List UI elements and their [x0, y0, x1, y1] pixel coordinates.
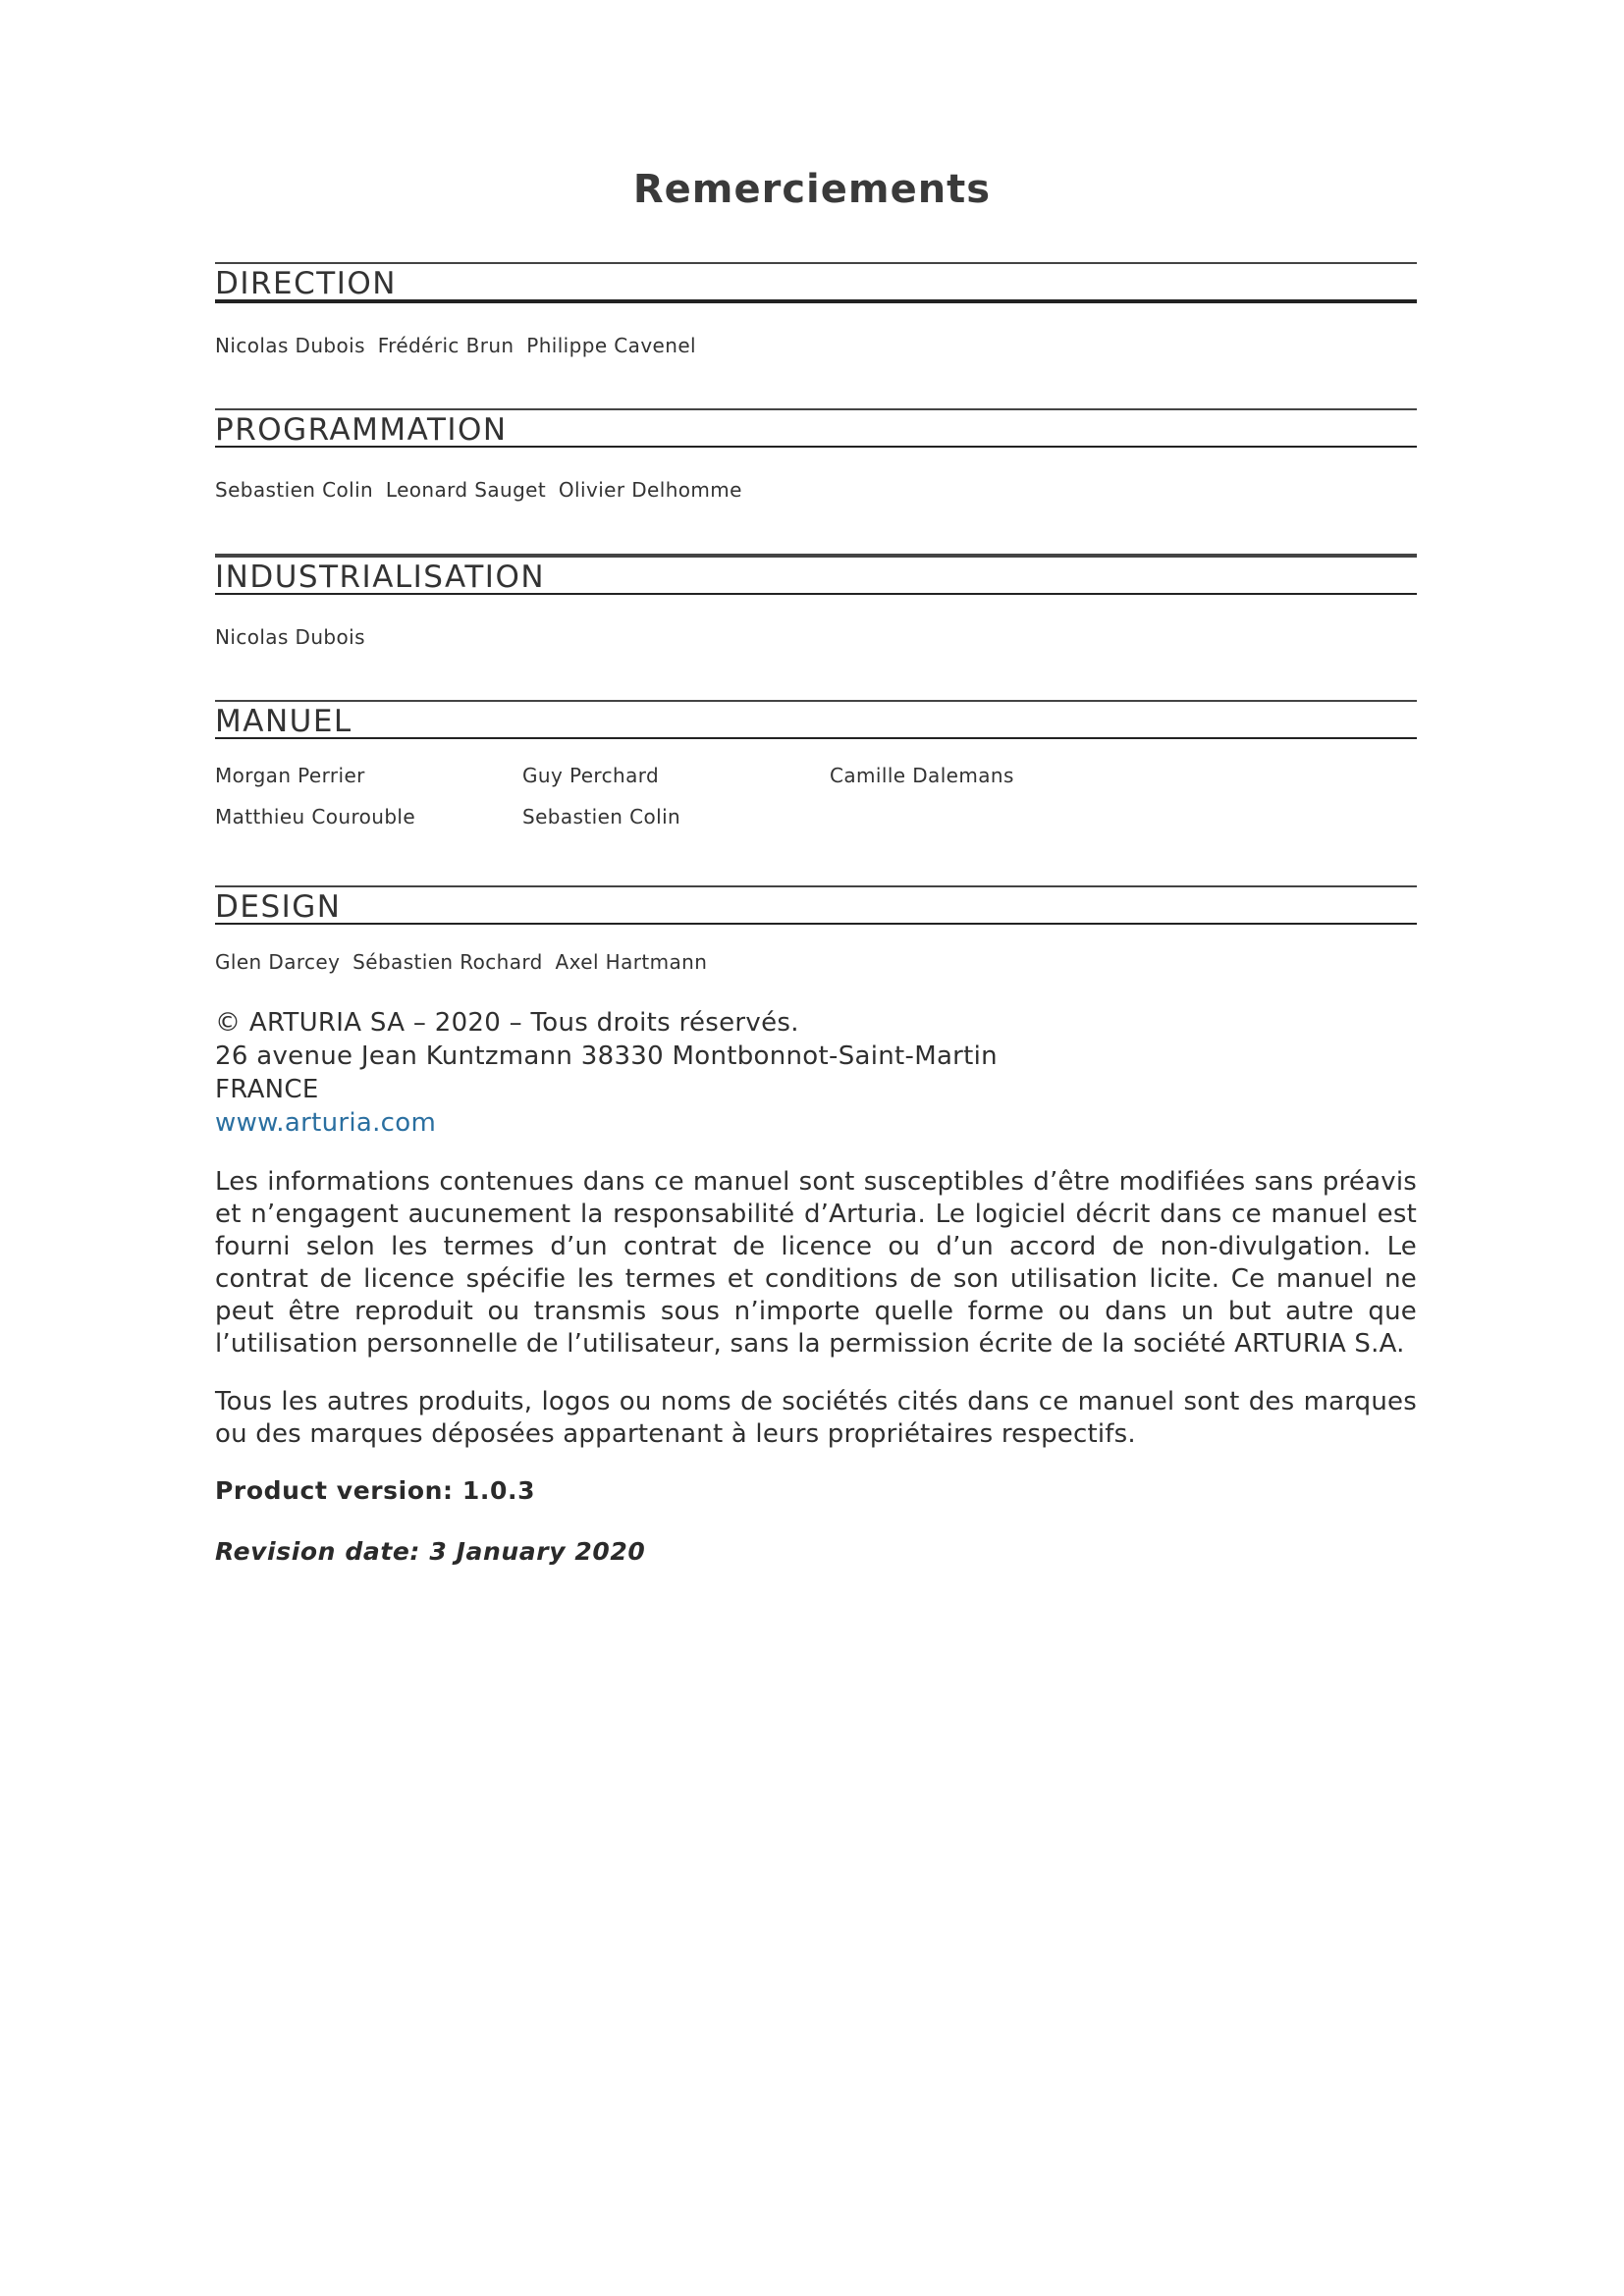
person-name: Guy Perchard — [522, 764, 660, 787]
legal-paragraph: Les informations contenues dans ce manuel sont susceptibles d’être modifiées sans préavis et n’engagent aucunement la responsabilité d’Arturia. Le logiciel décrit dans ce manuel est fourni selon les termes d’un contrat de licence ou d’un accord de non-divulgation. Le contrat de licence spécifie les termes et conditions de son utilisation licite. Ce manuel ne peut être reproduit ou transmis sous n’importe quelle forme ou dans un but autre que l’utilisation personnelle de l’utilisateur, sans la permission écrite de la société ARTURIA S.A. — [215, 1167, 1417, 1359]
section-direction — [215, 262, 1417, 357]
page-title: Remerciements — [632, 167, 992, 212]
section-heading-design: DESIGN — [215, 885, 1417, 925]
person-name: Sebastien Colin — [522, 805, 681, 828]
person-name: Sébastien Rochard — [352, 950, 543, 974]
design-names — [215, 950, 1417, 974]
section-heading-industrialisation: INDUSTRIALISATION — [215, 554, 1417, 595]
website-link[interactable]: www.arturia.com — [215, 1108, 437, 1138]
person-name: Leonard Sauget — [385, 478, 547, 502]
trademark-paragraph: Tous les autres produits, logos ou noms de sociétés cités dans ce manuel sont des marques ou des marques déposées appartenant à leurs propriétaires respectifs. — [215, 1387, 1417, 1449]
section-heading-programmation: PROGRAMMATION — [215, 408, 1417, 448]
industrialisation-names — [215, 625, 1417, 649]
address-line: 26 avenue Jean Kuntzmann 38330 Montbonnot-Saint-Martin — [215, 1041, 998, 1071]
copyright-line: © ARTURIA SA – 2020 – Tous droits réservés. — [215, 1008, 799, 1038]
person-name: Philippe Cavenel — [526, 334, 696, 357]
section-design — [215, 885, 1417, 974]
person-name: Axel Hartmann — [555, 950, 708, 974]
person-name: Glen Darcey — [215, 950, 341, 974]
section-heading-manuel: MANUEL — [215, 700, 1417, 739]
product-version: Product version: 1.0.3 — [215, 1476, 536, 1505]
section-industrialisation — [215, 554, 1417, 649]
person-name: Matthieu Courouble — [215, 805, 416, 828]
person-name: Nicolas Dubois — [215, 625, 365, 649]
section-manuel — [215, 700, 1417, 828]
section-heading-direction: DIRECTION — [215, 262, 1417, 303]
country-line: FRANCE — [215, 1075, 319, 1104]
person-name: Frédéric Brun — [377, 334, 514, 357]
person-name: Olivier Delhomme — [558, 478, 742, 502]
person-name: Sebastien Colin — [215, 478, 374, 502]
manuel-names — [215, 764, 1417, 828]
person-name: Camille Dalemans — [830, 764, 1014, 787]
direction-names — [215, 334, 1417, 357]
person-name: Nicolas Dubois — [215, 334, 365, 357]
person-name: Morgan Perrier — [215, 764, 365, 787]
copyright-block — [215, 1006, 1417, 1140]
revision-date: Revision date: 3 January 2020 — [215, 1537, 646, 1566]
section-programmation — [215, 408, 1417, 502]
programmation-names — [215, 478, 1417, 502]
